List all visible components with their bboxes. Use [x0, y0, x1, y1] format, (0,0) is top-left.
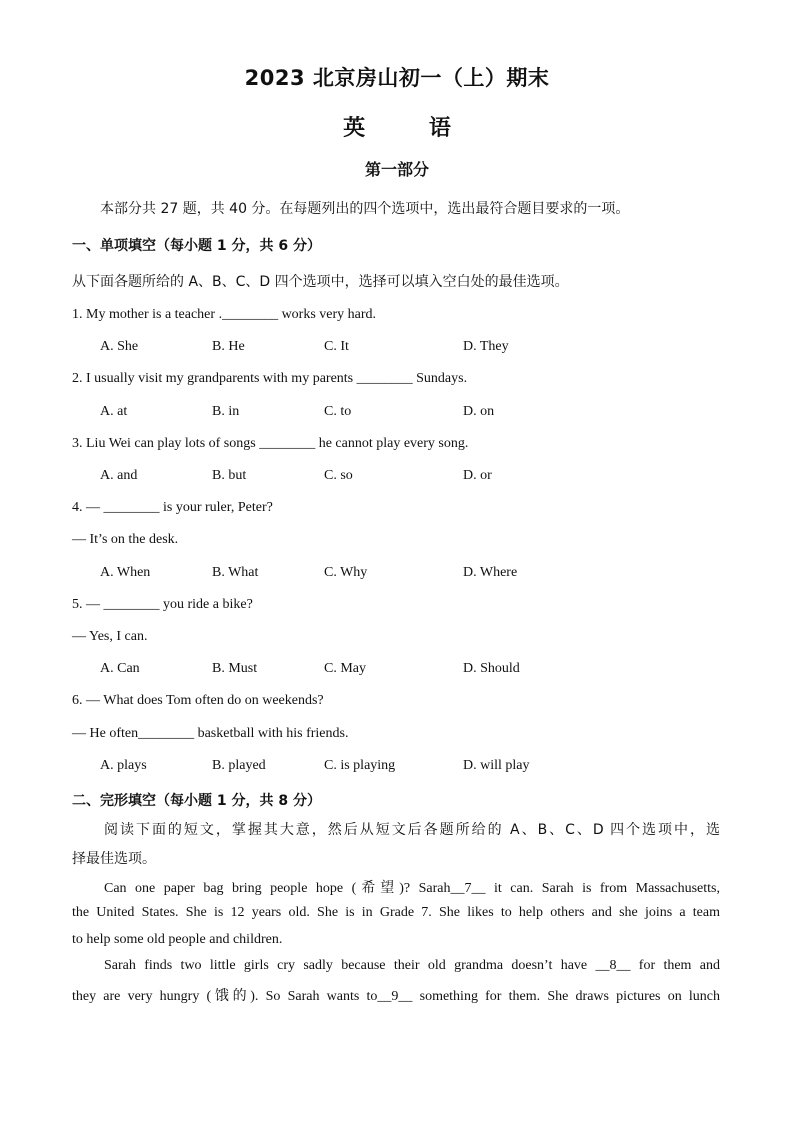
question-4-answer-line: — It’s on the desk. — [72, 532, 179, 547]
exam-title: 2023 北京房山初一（上）期末 — [244, 66, 550, 90]
passage-line-1: Can one paper bag bring people hope (希望)? Sarah__7__ it can. Sarah is from Massachusetts, — [104, 881, 720, 896]
q1-option-b: B. He — [212, 339, 245, 354]
q1-option-c: C. It — [324, 339, 349, 354]
q2-option-d: D. on — [463, 404, 495, 419]
q5-option-b: B. Must — [212, 661, 258, 676]
q2-option-c: C. to — [324, 404, 352, 419]
q1-option-a: A. She — [100, 339, 139, 354]
part-intro: 本部分共 27 题，共 40 分。在每题列出的四个选项中，选出最符合题目要求的一项。 — [100, 201, 630, 217]
q4-option-a: A. When — [100, 565, 151, 580]
question-5-answer-line: — Yes, I can. — [72, 629, 148, 644]
q6-option-c: C. is playing — [324, 758, 396, 773]
q4-option-c: C. Why — [324, 565, 368, 580]
question-6-answer-line: — He often________ basketball with his friends. — [72, 726, 349, 741]
passage-line-2: the United States. She is 12 years old. She is in Grade 7. She likes to help others and she joins a team — [72, 905, 720, 920]
q3-option-d: D. or — [463, 468, 492, 483]
subject-title: 英 语 — [343, 116, 479, 141]
section1-heading: 一、单项填空（每小题 1 分，共 6 分） — [72, 238, 321, 254]
part-title: 第一部分 — [364, 160, 429, 179]
section2-heading: 二、完形填空（每小题 1 分，共 8 分） — [72, 793, 321, 809]
section2-instruction-line1: 阅读下面的短文，掌握其大意，然后从短文后各题所给的 A、B、C、D 四个选项中，选 — [104, 822, 720, 838]
question-4: 4. — ________ is your ruler, Peter? — [72, 500, 273, 515]
passage-line-5: they are very hungry (饿的). So Sarah wants to__9__ something for them. She draws pictures on lunch — [72, 989, 720, 1004]
section1-instruction: 从下面各题所给的 A、B、C、D 四个选项中，选择可以填入空白处的最佳选项。 — [72, 274, 569, 290]
question-1: 1. My mother is a teacher .________ works very hard. — [72, 307, 377, 322]
q6-option-d: D. will play — [463, 758, 530, 773]
q5-option-c: C. May — [324, 661, 366, 676]
section2-instruction-line2: 择最佳选项。 — [72, 851, 156, 867]
passage-line-3: to help some old people and children. — [72, 932, 283, 947]
question-5: 5. — ________ you ride a bike? — [72, 597, 253, 612]
q1-option-d: D. They — [463, 339, 509, 354]
question-3: 3. Liu Wei can play lots of songs ________ he cannot play every song. — [72, 436, 469, 451]
q2-option-a: A. at — [100, 404, 128, 419]
question-2: 2. I usually visit my grandparents with my parents ________ Sundays. — [72, 371, 468, 386]
q5-option-d: D. Should — [463, 661, 520, 676]
q3-option-a: A. and — [100, 468, 138, 483]
q5-option-a: A. Can — [100, 661, 140, 676]
q6-option-b: B. played — [212, 758, 266, 773]
q4-option-d: D. Where — [463, 565, 518, 580]
q3-option-c: C. so — [324, 468, 353, 483]
q6-option-a: A. plays — [100, 758, 147, 773]
q3-option-b: B. but — [212, 468, 247, 483]
q2-option-b: B. in — [212, 404, 240, 419]
question-6: 6. — What does Tom often do on weekends? — [72, 693, 324, 708]
passage-line-4: Sarah finds two little girls cry sadly because their old grandma doesn’t have __8__ for them and — [104, 958, 720, 973]
q4-option-b: B. What — [212, 565, 259, 580]
